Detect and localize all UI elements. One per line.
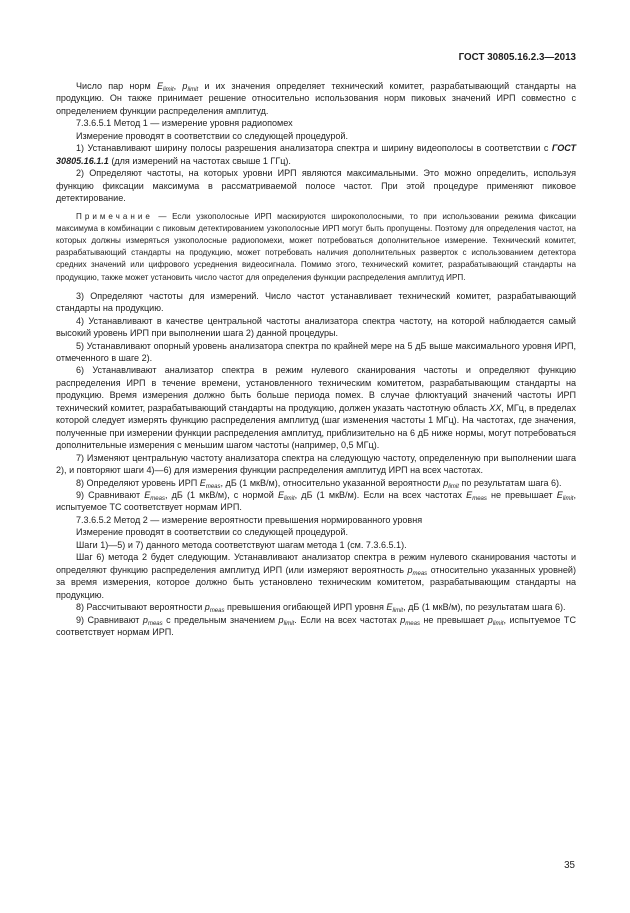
body-paragraph [56,601,576,613]
text-run: E [144,490,151,500]
page-number: 35 [564,860,575,871]
text-run: 6) Устанавливают анализатор спектра в режим нулевого сканирования частоты и определяют функцию распределения ИРП в течение времени, установленного техническим комитетом, разрабатывающим стандарты на продукцию. Время измерения должно быть больше периода помех. В случае флюктуаций значений частоты ИРП технический комитет, разрабатывающий стандарты на продукцию, должен указать частотную область [56,365,576,413]
body-paragraph [56,340,576,365]
text-run: E [277,490,284,500]
text-run: XX [489,402,502,413]
note-paragraph [56,211,576,284]
body-paragraph [56,167,576,204]
body-paragraph [56,130,576,142]
text-run: 7.3.6.5.1 Метод 1 — измерение уровня радиопомех [76,118,293,129]
text-run: Число пар норм [76,81,157,91]
body-paragraph [56,142,576,167]
text-run: 5) Устанавливают опорный уровень анализатора спектра по крайней мере на 5 дБ выше максимального уровня ИРП, отмеченного в шаге 2). [56,340,576,364]
text-run: p [443,477,449,488]
body-paragraph [56,290,576,315]
text-run: E [466,490,473,500]
text-run: p [400,614,406,625]
subscript-text: limit [187,87,199,93]
text-run: p [142,614,148,625]
body-paragraph [56,477,576,489]
body-paragraph [56,551,576,601]
text-run: ГОСТ 30805.16.1.1 [56,143,576,166]
text-run: Измерение проводят в соответствии со следующей процедурой. [76,527,348,538]
text-run: p [204,602,210,613]
text-run: 7.3.6.5.2 Метод 2 — измерение вероятности превышения нормированного уровня [76,514,423,525]
text-run: p [407,564,413,575]
body-paragraph [56,315,576,340]
subscript-text: limit [392,608,404,615]
text-run: и их значения определяет технический комитет, разрабатывающий стандарты на продукцию. Он также принимает решение относительно использования норм пиковых значений ИРП совместно с определением функции распределения амплитуд. [56,81,576,116]
subscript-text: meas [472,496,487,502]
body-paragraph [56,526,576,538]
body-paragraph [56,80,576,117]
subscript-text: limit [492,620,504,627]
text-run: 8) Определяют уровень ИРП [76,477,200,488]
text-run: Измерение проводят в соответствии со следующей процедурой. [76,130,348,141]
document-id: ГОСТ 30805.16.2.3—2013 [458,52,576,63]
subscript-text: limit [448,483,459,490]
text-run: превышения огибающей ИРП уровня [224,602,387,613]
body-paragraph [56,514,576,526]
text-run: , испытуемое ТС соответствует нормам ИРП. [56,490,576,513]
body-paragraph [56,452,576,477]
body-paragraph [56,539,576,551]
document-body [56,80,576,638]
text-run: 3) Определяют частоты для измерений. Число частот устанавливает технический комитет, разрабатывающий стандарты на продукцию. [56,290,576,314]
subscript-text: meas [150,496,165,502]
body-paragraph [56,614,576,639]
text-run: Примечание [76,211,153,221]
text-run: . Если на всех частотах [294,614,401,625]
text-run: E [556,490,563,500]
text-run: , МГц, в пределах которой следует измерять функцию распределения амплитуд (шаг изменения частоты 1 МГц). На частотах, где значения, полученные при измерении функции распределения амплитуд, приблизительно на 6 дБ ниже нормы, могут потребоваться дополнительные измерения с меньшим шагом частоты (например, 0,5 МГц). [56,402,576,451]
text-run: 9) Сравнивают [76,614,143,625]
subscript-text: limit [162,87,174,93]
text-run: , дБ (1 мкВ/м), с нормой [164,490,278,500]
subscript-text: meas [412,570,428,577]
text-run: 2) Определяют частоты, на которых уровни ИРП являются максимальными. Это можно определить, используя функцию фиксации максимума в рассматриваемой полосе частот. При этой процедуре применяют пиковое детектирование. [56,168,576,204]
text-run: 4) Устанавливают в качестве центральной частоты анализатора спектра частоту, на которой наблюдается самый высокий уровень ИРП при выполнении шага 2) данной процедуры. [56,315,576,339]
text-run: E [156,81,163,91]
subscript-text: meas [209,608,225,615]
text-run: относительно указанных уровней) за время измерения, которое должно быть установлено техническим комитетом, разрабатывающим стандарты на продукцию. [56,564,576,600]
text-run: 9) Сравнивают [76,490,145,500]
body-paragraph [56,489,576,514]
subscript-text: meas [147,620,163,627]
text-run: не превышает [419,614,488,625]
body-paragraph [56,117,576,129]
text-run: — Если узкополосные ИРП маскируются широкополосными, то при использовании режима фиксации максимума в комбинации с пиковым детектированием узкополосные ИРП могут быть пропущены. Поэтому для определения частот, на которых должны измеряться узкополосные радиопомехи, может потребоваться дополнительное измерение. Технический комитет, разрабатывающий стандарты на продукцию, может потребовать наличия дополнительных разверток с использованием детектора средних значений или цифрового усреднения видеосигнала. Помимо этого, технический комитет, разрабатывающий стандарты на продукцию, также может установить число частот для определения функции распределения амплитуд ИРП. [56,211,576,282]
text-run: Шаг 6) метода 2 будет следующим. Устанавливают анализатор спектра в режим нулевого сканирования частоты и определяют функцию распределения амплитуд ИРП (или измеряют вероятность [56,552,576,575]
text-run: не превышает [486,490,557,500]
text-run: с предельным значением [162,614,279,625]
subscript-text: meas [405,620,420,627]
text-run: 1) Устанавливают ширину полосы разрешения анализатора спектра и ширину видеополосы в соответствии с [76,143,552,154]
text-run: , дБ (1 мкВ/м), по результатам шага 6). [403,602,566,613]
text-run: , [173,81,183,91]
subscript-text: limit [283,496,295,502]
text-run: E [199,477,206,488]
text-run: E [386,602,393,613]
text-run: p [278,614,284,625]
text-run: (для измерений на частотах свыше 1 ГГц). [108,155,291,166]
text-run: , испытуемое ТС соответствует нормам ИРП. [56,614,576,637]
subscript-text: limit [562,496,574,502]
body-paragraph [56,364,576,451]
text-run: Шаги 1)—5) и 7) данного метода соответствуют шагам метода 1 (см. 7.3.6.5.1). [76,539,407,550]
text-run: 8) Рассчитывают вероятности [76,602,205,613]
text-run: p [487,614,493,625]
text-run: по результатам шага 6). [458,477,562,488]
subscript-text: limit [283,620,295,627]
text-run: 7) Изменяют центральную частоту анализатора спектра на следующую частоту, определенную при выполнении шага 2), и повторяют шаги 4)—6) для измерения функции распределения амплитуд ИРП на всех частотах. [56,452,576,476]
text-run: p [182,81,188,91]
text-run: , дБ (1 мкВ/м). Если на всех частотах [294,490,467,500]
text-run: , дБ (1 мкВ/м), относительно указанной вероятности [220,477,444,488]
subscript-text: meas [205,483,221,490]
